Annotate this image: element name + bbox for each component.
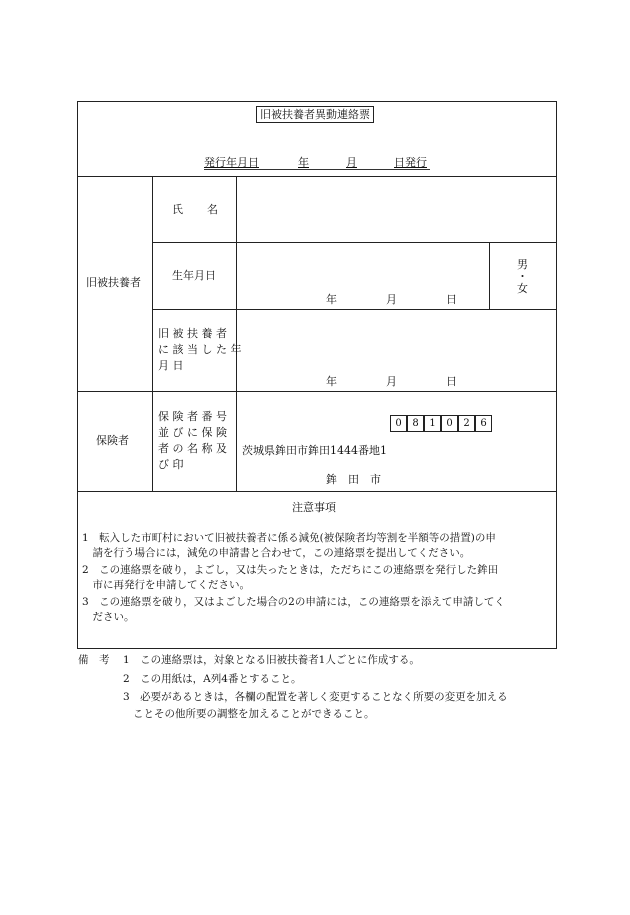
section-former-dependent: 旧被扶養者: [86, 276, 141, 289]
became-year: 年: [326, 375, 337, 388]
insurer-number-digit: 0: [390, 415, 407, 432]
notes-title: 注意事項: [292, 501, 336, 514]
note-2-line-1: 2 この連絡票を破り，よごし，又は失ったときは，ただちにこの連絡票を発行した鉾田: [82, 564, 499, 576]
became-day: 日: [446, 375, 457, 388]
insurer-name: 鉾 田 市: [326, 473, 381, 486]
form-title: 旧被扶養者異動連絡票: [256, 106, 374, 123]
insurer-number-digit: 1: [424, 415, 441, 432]
issue-date-month: 月: [346, 156, 357, 169]
gender-female[interactable]: 女: [517, 282, 528, 295]
issue-date-label: 発行年月日: [204, 156, 259, 169]
became-month: 月: [386, 375, 397, 388]
dob-label: 生年月日: [172, 269, 216, 282]
rule-gender-col: [489, 242, 490, 309]
insurer-label-2: 並 び に 保 険: [158, 426, 227, 439]
name-label-1: 氏: [172, 203, 183, 216]
insurer-label-4: び 印: [158, 458, 184, 471]
name-label-2: 名: [207, 203, 218, 216]
rule-name-bottom-label: [152, 242, 236, 243]
insurer-number-digit: 6: [475, 415, 492, 432]
insurer-label-1: 保 険 者 番 号: [158, 410, 227, 423]
gender-male[interactable]: 男: [517, 258, 528, 271]
gender-separator: ・: [517, 270, 528, 283]
dob-month: 月: [386, 293, 397, 306]
insurer-number-digit: 8: [407, 415, 424, 432]
name-field[interactable]: [237, 177, 556, 241]
became-label-3: 月 日: [158, 359, 184, 372]
insurer-number-digit: 2: [458, 415, 475, 432]
rule-dependent-bottom: [77, 391, 557, 392]
dob-day: 日: [446, 293, 457, 306]
note-3-line-2: ださい。: [82, 611, 135, 623]
dob-year: 年: [326, 293, 337, 306]
note-3-line-1: 3 この連絡票を破り，又はよごした場合の2の申請には，この連絡票を添えて申請してく: [82, 596, 505, 608]
remark-3-line-2: ことその他所要の調整を加えることができること。: [133, 708, 375, 720]
note-2-line-2: 市に再発行を申請してください。: [82, 579, 250, 591]
issue-date-day: 日発行: [394, 156, 427, 169]
issue-date-underline: [204, 169, 430, 170]
note-1-line-1: 1 転入した市町村において旧被扶養者に係る減免(被保険者均等割を半額等の措置)の申: [82, 532, 496, 544]
insurer-address: 茨城県鉾田市鉾田1444番地1: [242, 444, 387, 457]
remark-2: 2 この用紙は，A列4番とすること。: [123, 673, 302, 685]
became-label-1: 旧 被 扶 養 者: [158, 327, 227, 340]
insurer-number-digit: 0: [441, 415, 458, 432]
insurer-label-3: 者 の 名 称 及: [158, 442, 227, 455]
remark-1: 1 この連絡票は，対象となる旧被扶養者1人ごとに作成する。: [123, 654, 420, 666]
became-label-2: に 該 当 し た 年: [158, 343, 242, 356]
remark-3-line-1: 3 必要があるときは，各欄の配置を著しく変更することなく所要の変更を加える: [123, 691, 508, 703]
note-1-line-2: 請を行う場合には，減免の申請書と合わせて，この連絡票を提出してください。: [82, 547, 471, 559]
issue-date-year: 年: [298, 156, 309, 169]
rule-section-col: [152, 176, 153, 491]
remarks-label: 備 考: [78, 654, 110, 666]
rule-insurer-bottom: [77, 491, 557, 492]
section-insurer: 保険者: [96, 434, 129, 447]
